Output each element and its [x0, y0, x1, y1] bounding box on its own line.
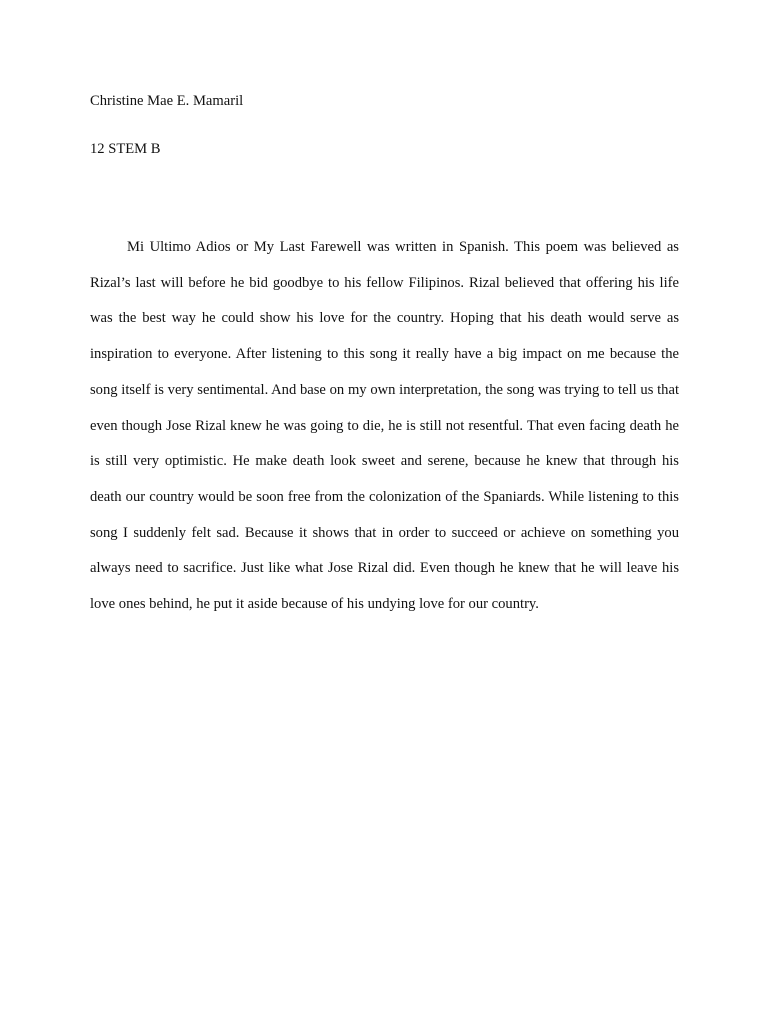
essay-paragraph: Mi Ultimo Adios or My Last Farewell was written in Spanish. This poem was believed as Rizal’s last will before he bid goodbye to his fellow Filipinos. Rizal believed that offering his life was the best way he could show his love for the country. Hoping that his death would serve as inspiration to everyone. After listening to this song it really have a big impact on me because the song itself is very sentimental. And base on my own interpretation, the song was trying to tell us that even though Jose Rizal knew he was going to die, he is still not resentful. That even facing death he is still very optimistic. He make death look sweet and serene, because he knew that through his death our country would be soon free from the colonization of the Spaniards. While listening to this song I suddenly felt sad. Because it shows that in order to succeed or achieve on something you always need to sacrifice. Just like what Jose Rizal did. Even though he knew that he will leave his love ones behind, he put it aside because of his undying love for our country.: [90, 239, 679, 613]
author-name: Christine Mae E. Mamaril: [90, 93, 244, 109]
class-section: 12 STEM B: [90, 141, 161, 157]
